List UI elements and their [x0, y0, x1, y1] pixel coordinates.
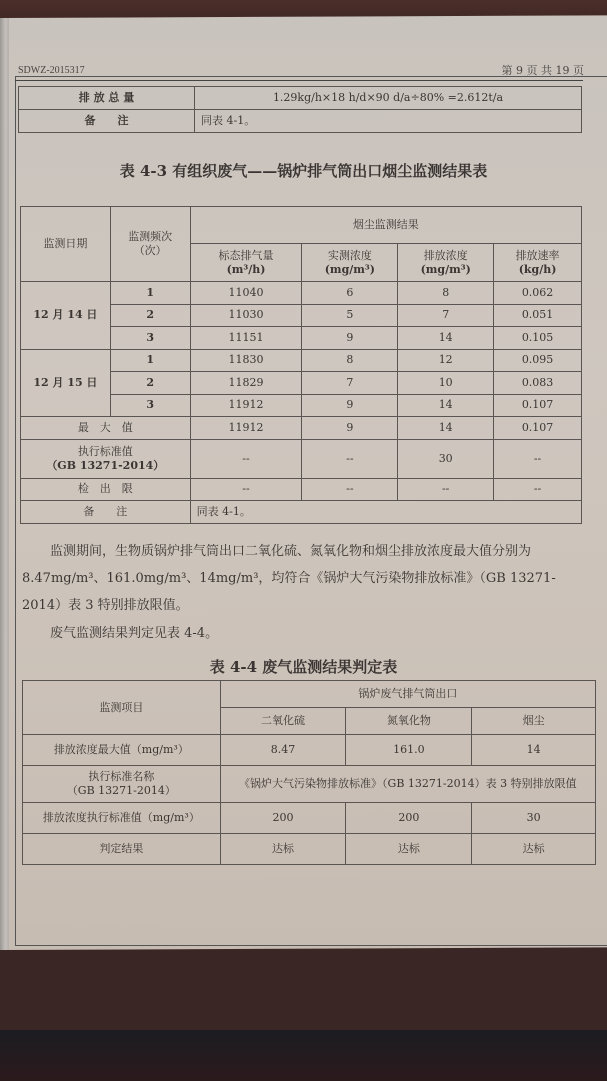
measured-cell: 9: [302, 394, 398, 417]
table-row: [21, 282, 582, 305]
table-4-4: [22, 680, 596, 865]
row-value: 1.29kg/h×18 h/d×90 d/a÷80% =2.612t/a: [195, 87, 582, 110]
header-item: 监测项目: [23, 681, 221, 735]
label: 实测浓度: [327, 248, 372, 262]
document-id: SDWZ-2015317: [18, 65, 85, 76]
measured-cell: 9: [302, 327, 398, 350]
rate-cell: 0.095: [494, 349, 582, 372]
header-freq-unit: （次）: [133, 244, 167, 257]
paragraph-summary: 监测期间，生物质锅炉排气筒出口二氧化硫、氮氧化物和烟尘排放浓度最大值分别为 8.47mg/m³、161.0mg/m³、14mg/m³，均符合《锅炉大气污染物排放标准》（GB 13271-2014）表 3 特别排放限值。: [22, 544, 556, 613]
result-row: [23, 834, 596, 865]
flow-cell: 11830: [190, 349, 302, 372]
emission-cell: 10: [398, 372, 494, 395]
row-label: [23, 766, 221, 803]
freq-cell: 3: [110, 327, 190, 350]
header-so2: 二氧化硫: [220, 708, 346, 735]
unit: (mg/m³): [420, 262, 471, 276]
measured-cell: --: [302, 478, 398, 501]
label-standard-code: （GB 13271-2014）: [66, 784, 176, 797]
so2-cell: 8.47: [220, 735, 346, 766]
standard-value-row: [23, 803, 596, 834]
label: 执行标准名称: [88, 770, 155, 783]
header-row: [23, 681, 596, 708]
rate-cell: 0.062: [494, 282, 582, 305]
flow-cell: 11829: [190, 372, 302, 395]
row-value: 同表 4-1。: [195, 110, 582, 133]
measured-cell: 9: [302, 417, 398, 440]
rate-cell: 0.107: [494, 417, 582, 440]
header-group: 锅炉废气排气筒出口: [220, 681, 595, 708]
standard-name-row: [23, 766, 596, 803]
rate-cell: 0.051: [494, 304, 582, 327]
date-cell: 12 月 15 日: [21, 349, 111, 417]
emission-cell: 12: [398, 349, 494, 372]
dust-cell: 14: [472, 735, 596, 766]
header-group: 烟尘监测结果: [190, 207, 581, 244]
header-row: [21, 207, 582, 244]
freq-cell: 1: [110, 349, 190, 372]
rate-cell: --: [494, 439, 582, 478]
standard-name-value: 《锅炉大气污染物排放标准》（GB 13271-2014）表 3 特别排放限值: [220, 766, 595, 803]
nox-cell: 达标: [346, 834, 472, 865]
dust-cell: 达标: [472, 834, 596, 865]
row-label: 排放浓度执行标准值（mg/m³）: [23, 803, 221, 834]
page-binding-edge: [0, 18, 9, 950]
date-cell: 12 月 14 日: [21, 282, 111, 350]
row-label: 排 放 总 量: [19, 87, 195, 110]
measured-cell: 6: [302, 282, 398, 305]
measured-cell: 8: [302, 349, 398, 372]
row-label: 最 大 值: [21, 417, 191, 440]
emission-cell: 7: [398, 304, 494, 327]
nox-cell: 161.0: [346, 735, 472, 766]
header-rate: [494, 244, 582, 282]
table-row: [21, 349, 582, 372]
label: 执行标准值: [77, 444, 133, 458]
freq-cell: 2: [110, 304, 190, 327]
emission-total-table: [18, 86, 582, 133]
page-header: [18, 62, 584, 78]
max-row: [23, 735, 596, 766]
header-emission: [398, 244, 494, 282]
table-4-3-caption: 表 4-3 有组织废气——锅炉排气筒出口烟尘监测结果表: [119, 162, 488, 180]
label: 排放速率: [515, 248, 560, 262]
remark-value: 同表 4-1。: [190, 501, 581, 524]
table-row: [19, 110, 582, 133]
flow-cell: 11912: [190, 417, 302, 440]
table-4-3: [20, 206, 582, 524]
emission-cell: 14: [398, 327, 494, 350]
measured-cell: --: [302, 439, 398, 478]
header-nox: 氮氧化物: [346, 708, 472, 735]
unit: (m³/h): [226, 262, 266, 276]
row-label: 检 出 限: [21, 478, 191, 501]
so2-cell: 200: [220, 803, 346, 834]
header-rule: [15, 80, 583, 81]
measured-cell: 7: [302, 372, 398, 395]
flow-cell: 11040: [190, 282, 302, 305]
flow-cell: 11151: [190, 327, 302, 350]
paragraph-reference: 废气监测结果判定见表 4-4。: [50, 626, 219, 641]
header-freq-label: 监测频次: [128, 230, 173, 243]
table-4-4-caption: 表 4-4 废气监测结果判定表: [209, 658, 398, 676]
nox-cell: 200: [346, 803, 472, 834]
background-bottom: [0, 1030, 607, 1081]
remark-row: [21, 501, 582, 524]
measured-cell: 5: [302, 304, 398, 327]
label: 标态排气量: [218, 248, 274, 262]
row-label: 排放浓度最大值（mg/m³）: [23, 735, 221, 766]
rate-cell: 0.105: [494, 327, 582, 350]
label: 排放浓度: [423, 248, 468, 262]
header-dust: 烟尘: [472, 708, 596, 735]
flow-cell: 11912: [190, 394, 302, 417]
rate-cell: 0.083: [494, 372, 582, 395]
unit: (kg/h): [518, 262, 557, 276]
so2-cell: 达标: [220, 834, 346, 865]
header-measured: [302, 244, 398, 282]
row-label: [21, 439, 191, 478]
flow-cell: 11030: [190, 304, 302, 327]
row-label: 备 注: [19, 110, 195, 133]
freq-cell: 3: [110, 394, 190, 417]
flow-cell: --: [190, 478, 302, 501]
dust-cell: 30: [472, 803, 596, 834]
emission-cell: 14: [398, 394, 494, 417]
header-date: 监测日期: [21, 207, 111, 282]
row-label: 判定结果: [23, 834, 221, 865]
row-label: 备 注: [21, 501, 191, 524]
label-standard-code: （GB 13271-2014）: [46, 458, 165, 472]
standard-row: [21, 439, 582, 478]
flow-cell: --: [190, 439, 302, 478]
emission-cell: 30: [398, 439, 494, 478]
header-flow: [190, 244, 302, 282]
emission-cell: 14: [398, 417, 494, 440]
table-row: [19, 87, 582, 110]
emission-cell: 8: [398, 282, 494, 305]
detection-row: [21, 478, 582, 501]
unit: (mg/m³): [324, 262, 375, 276]
freq-cell: 2: [110, 372, 190, 395]
emission-cell: --: [398, 478, 494, 501]
freq-cell: 1: [110, 282, 190, 305]
max-row: [21, 417, 582, 440]
page-number: 第 9 页 共 19 页: [501, 64, 584, 77]
rate-cell: --: [494, 478, 582, 501]
header-freq: [110, 207, 190, 282]
rate-cell: 0.107: [494, 394, 582, 417]
